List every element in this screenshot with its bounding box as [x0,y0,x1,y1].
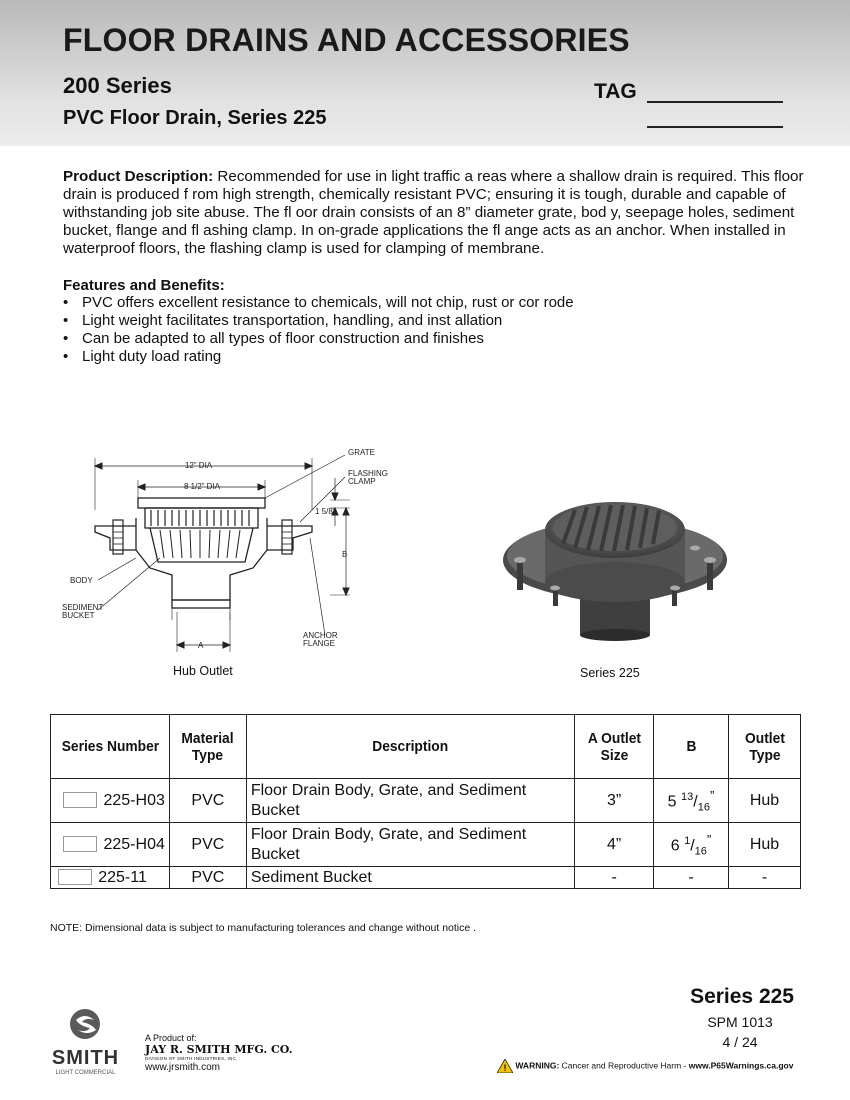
b-cell: 6 $^1/_{16}^”$ [654,823,729,867]
bucket-label: BUCKET [62,611,95,620]
smith-logo [48,1008,123,1076]
tag-line-1[interactable] [647,101,783,103]
tag-label: TAG [594,80,637,103]
logo-subtext: LIGHT COMMERCIAL [55,1070,116,1076]
b-whole: 6 [670,837,680,855]
description-cell: Sediment Bucket [246,867,574,889]
series-number: 225-H04 [103,835,165,853]
b-whole: 5 [667,793,677,811]
a-size-cell: 4” [575,823,654,867]
logo-word: SMITH [51,1047,120,1069]
product-photo [495,480,735,660]
material-cell: PVC [169,823,246,867]
b-cell: 5 $^{13}/_{16}^”$ [654,779,729,823]
warning-text: Cancer and Reproductive Harm - [559,1060,689,1071]
page-header [0,0,850,146]
col-header-series: Series Number [55,715,164,779]
grate-label: GRATE [348,448,375,457]
footer-page: 4 / 24 [722,1034,758,1050]
b-denominator: 16 [697,801,710,814]
row-checkbox[interactable] [63,836,97,852]
col-header-b: B [657,715,726,779]
table-row [51,823,801,867]
dimension-note: NOTE: Dimensional data is subject to manufacturing tolerances and change without notice . [50,922,477,934]
prop65-warning [497,1059,793,1073]
outlet-cell: Hub [729,823,801,867]
b-numerator: 1 [684,834,691,847]
feature-item: • PVC offers excellent resistance to chemicals, will not chip, rust or cor rode [63,294,574,312]
product-subtitle: PVC Floor Drain, Series 225 [63,107,327,129]
series-number: 225-11 [98,868,147,886]
col-header-material: Material Type [172,715,243,779]
description-label: Product Description: [63,168,214,185]
dim-8-label: 8 1/2” DIA [184,482,221,491]
outlet-cell: Hub [729,779,801,823]
footer-series: Series 225 [690,985,794,1008]
material-cell: PVC [169,867,246,889]
dim-158-label: 1 5/8” [315,507,336,516]
series-number: 225-H03 [103,791,165,809]
smith-logo-icon [48,1008,123,1040]
a-size-cell: 3” [575,779,654,823]
description-cell: Floor Drain Body, Grate, and Sediment Bucket [246,779,574,823]
warning-url[interactable]: www.P65Warnings.ca.gov [688,1060,794,1071]
col-header-a: A Outlet Size [578,715,651,779]
col-header-outlet: Outlet Type [731,715,797,779]
col-header-description: Description [259,715,561,779]
company-name: JAY R. SMITH MFG. CO. [145,1043,293,1056]
anchor-label: ANCHOR [303,631,338,640]
footer-spm: SPM 1013 [707,1014,773,1030]
tag-line-2[interactable] [647,126,783,128]
dim-a-label: A [198,641,204,650]
warning-label: WARNING: [515,1060,560,1071]
warning-icon [497,1059,513,1073]
flashing-label: FLASHING [348,469,389,478]
website-link[interactable]: www.jrsmith.com [145,1062,221,1073]
product-of-label: A Product of: [145,1033,197,1043]
product-of-block [145,1033,293,1061]
dim-12-label: 12” DIA [185,461,213,470]
table-row [51,779,801,823]
description-cell: Floor Drain Body, Grate, and Sediment Bucket [246,823,574,867]
outlet-cell: - [729,867,801,889]
b-cell: - [654,867,729,889]
material-cell: PVC [169,779,246,823]
sediment-label: SEDIMENT [62,603,104,612]
row-checkbox[interactable] [63,792,97,808]
description-text: Recommended for use in light traffic a reas where a shallow drain is required. This floor drain is produced f rom high strength, chemically resistant PVC; ensuring it is tough, durable and capable of withstanding job site abuse. The fl oor drain consists of an 8” diameter grate, bod y, seepage holes, sediment bucket, flange and fl ashing clamp. In on-grade applications the fl ange acts as an anchor. When installed in waterproof floors, the flashing clamp is used for clamping of membrane. [63,168,804,257]
b-denominator: 16 [694,845,707,858]
page-title: FLOOR DRAINS AND ACCESSORIES [63,22,630,58]
spec-table [50,714,801,889]
body-label: BODY [70,576,93,585]
table-row [51,867,801,889]
table-header-row [51,715,801,779]
svg-text:!: ! [503,1063,507,1073]
series-heading: 200 Series [63,73,172,98]
product-description [63,168,815,258]
features-list [63,294,574,366]
series-photo-caption: Series 225 [580,666,640,680]
b-unit: ” [706,831,712,847]
division-text: DIVISION OF SMITH INDUSTRIES, INC. [145,1056,238,1061]
b-numerator: 13 [681,790,694,803]
feature-item: • Light weight facilitates transportation, handling, and inst allation [63,312,574,330]
feature-item: • Light duty load rating [63,348,574,366]
features-title: Features and Benefits: [63,277,225,294]
row-checkbox[interactable] [58,869,92,885]
b-unit: ” [709,787,715,803]
drain-diagram [50,440,450,685]
feature-item: • Can be adapted to all types of floor construction and finishes [63,330,574,348]
hub-outlet-caption: Hub Outlet [173,664,233,678]
clamp-label: CLAMP [348,477,376,486]
flange-label: FLANGE [303,639,336,648]
a-size-cell: - [575,867,654,889]
dim-b-label: B [342,550,348,559]
